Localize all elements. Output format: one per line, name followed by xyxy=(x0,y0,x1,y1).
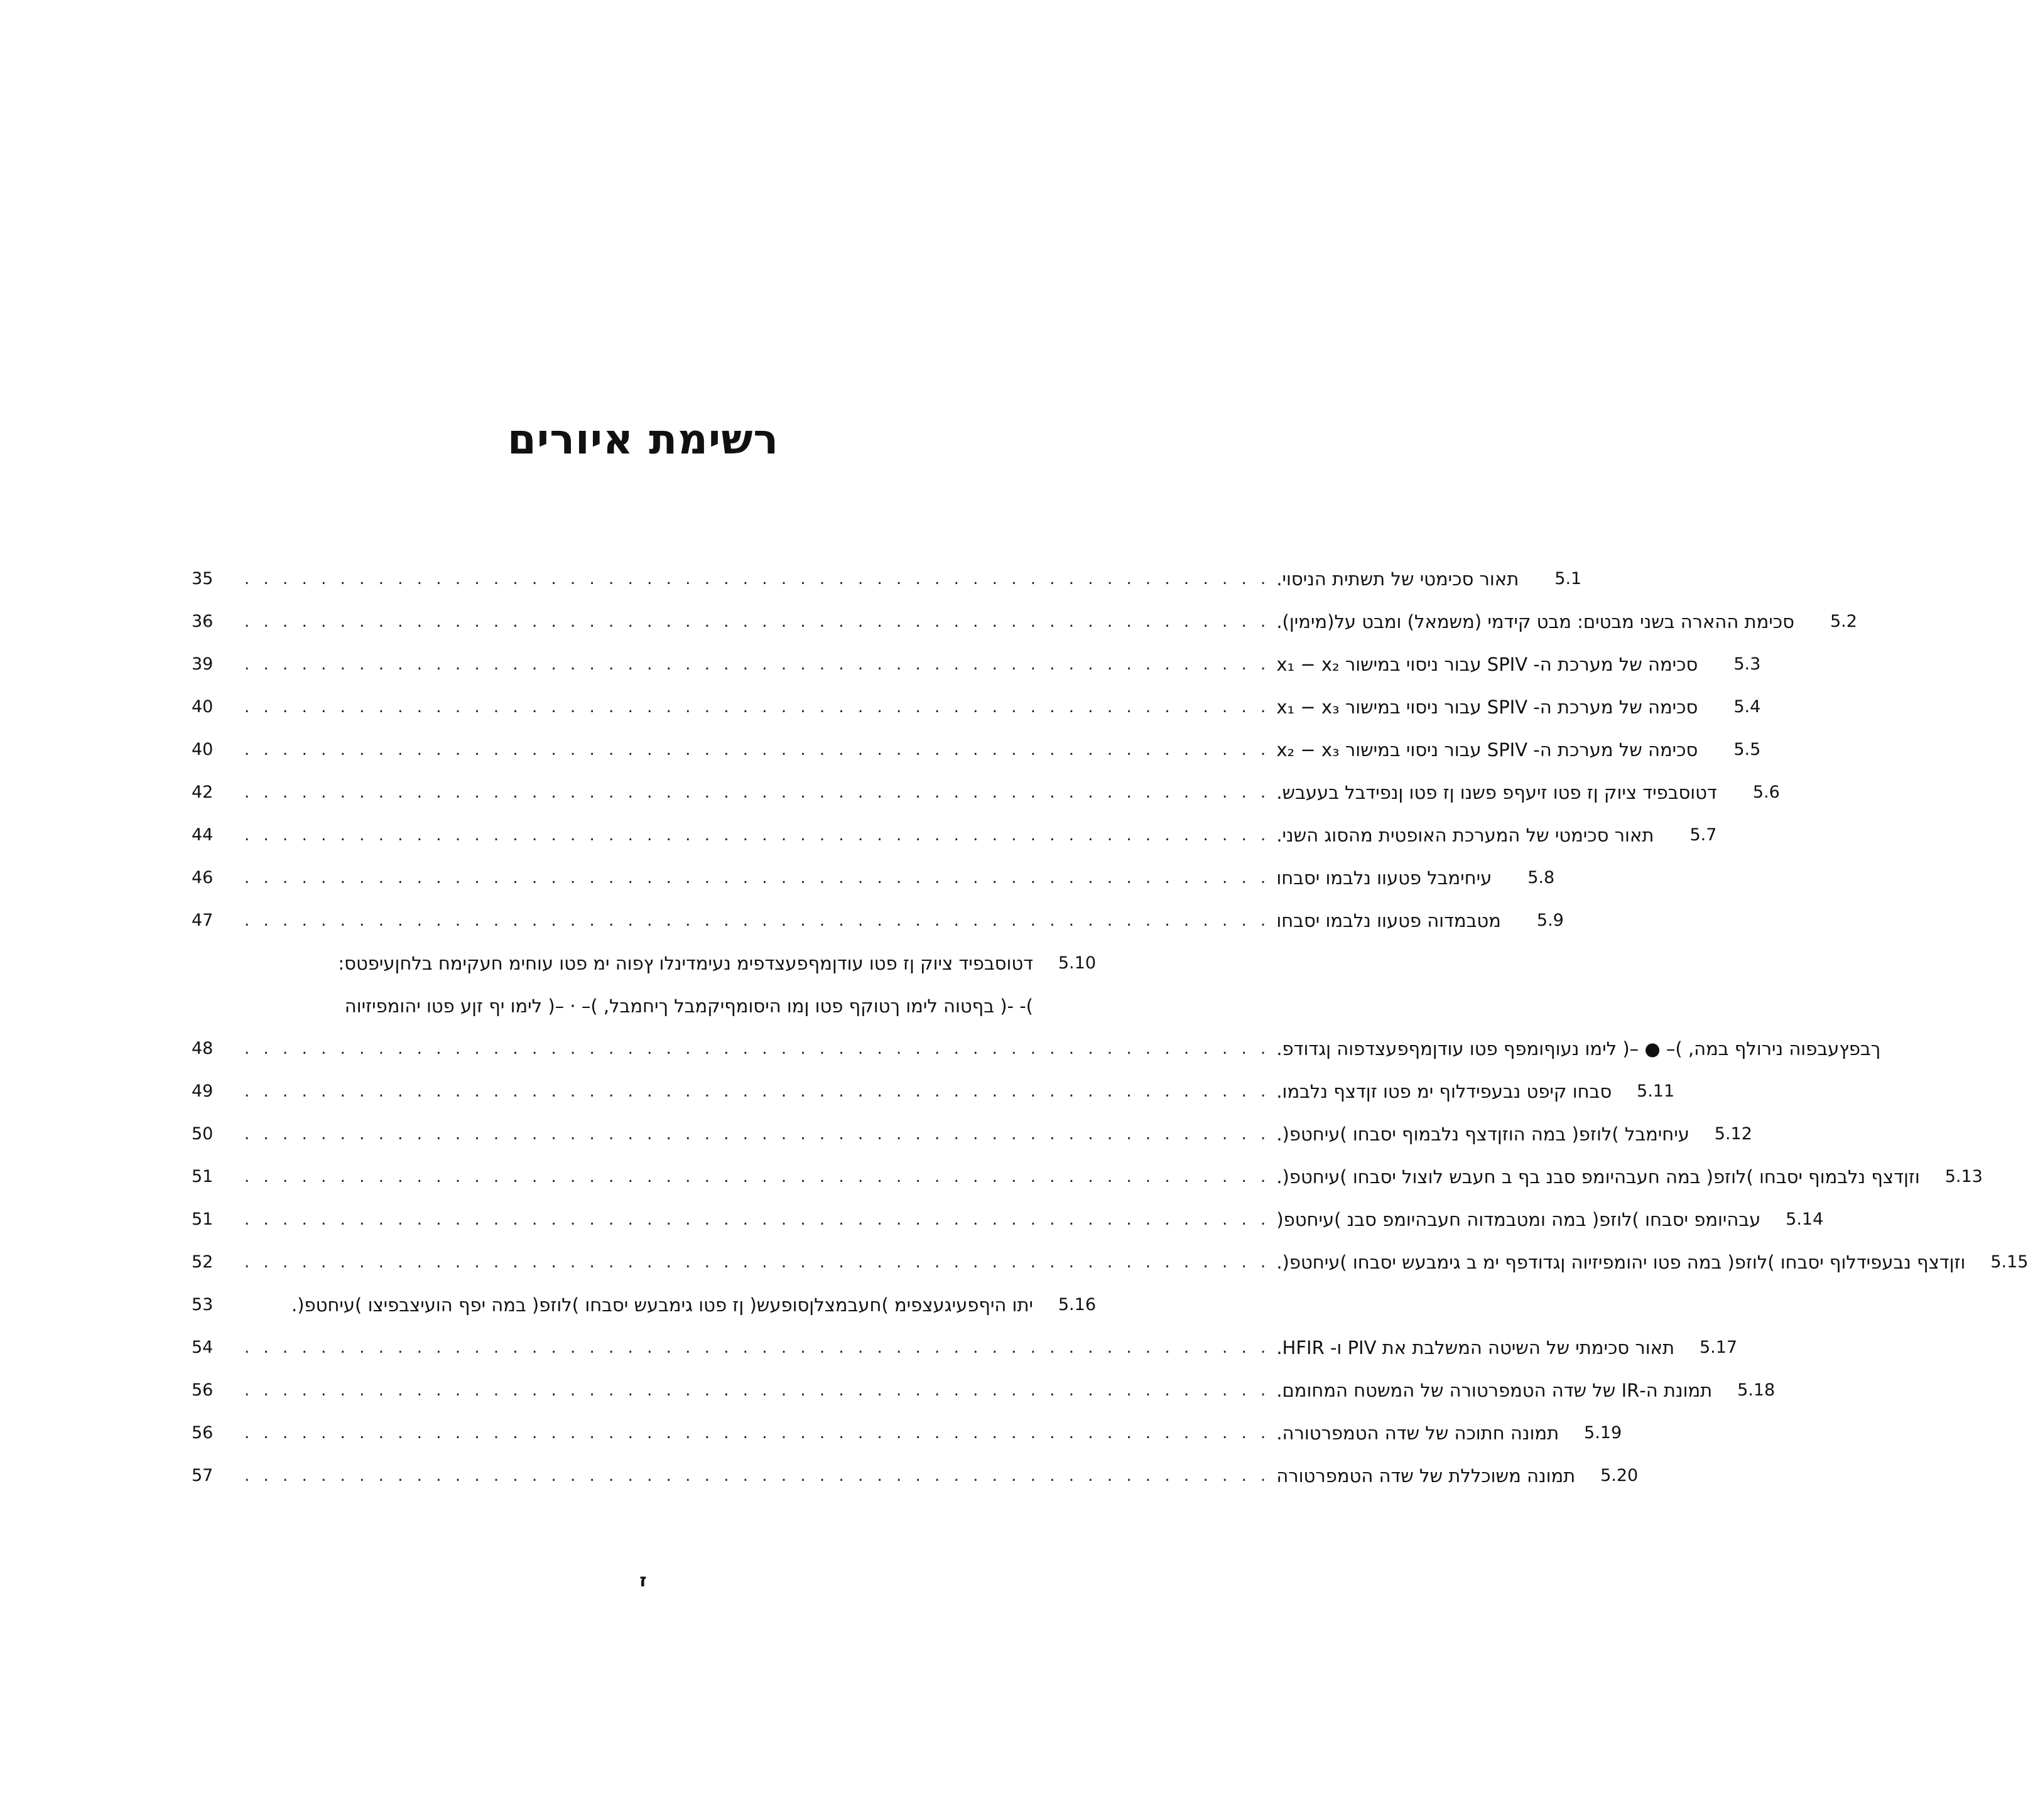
toc-entry-number: 5.7 xyxy=(1689,825,1717,845)
toc-entry-title: מטבמדוה פטעוו נלבמו יסבחו xyxy=(1276,910,1501,931)
leader-dots: . . . . . . . . . . . . . . . . . . . . . . . . . . . . . . . . . . . . . . . . . . . . . . . . . . . . . . xyxy=(244,740,1271,759)
toc-entry-number: 5.5 xyxy=(1733,740,1761,759)
toc-entry-5-11[interactable] xyxy=(192,1070,1675,1113)
toc-entry-title: וזןדצף נבעפידלוף יסבחו )לוזפ( במה פטו יהומפיזיוה ןגדודפף ימ ב גימבעש יסבחו )עיחטפ(. xyxy=(1276,1252,1966,1273)
leader-dots: . . . . . . . . . . . . . . . . . . . . . . . . . . . . . . . . . . . . . . . . . . . . . . . . . . . . . . xyxy=(244,570,1271,588)
toc-entry-number: 5.6 xyxy=(1752,783,1780,802)
toc-entry-title-line: )- -( בףטוה לימו ךטוקף פטו ןמו היסומףיקמבל ךיחמבל, )– · –( לימו יף זןע פטו יהומפיזיוה xyxy=(344,995,1033,1017)
toc-entry-title: סכימה של מערכת ה- SPIV עבור ניסוי במישור x₁ − x₂ xyxy=(1276,654,1698,675)
toc-page-number: 40 xyxy=(192,697,214,717)
toc-page-number: 57 xyxy=(192,1466,214,1485)
leader-dots: . . . . . . . . . . . . . . . . . . . . . . . . . . . . . . . . . . . . . . . . . . . . . . . . . . . . . . xyxy=(244,911,1271,930)
leader-dots: . . . . . . . . . . . . . . . . . . . . . . . . . . . . . . . . . . . . . . . . . . . . . . . . . . . . . . xyxy=(244,1167,1271,1186)
list-of-figures xyxy=(192,558,2028,1497)
leader-dots: . . . . . . . . . . . . . . . . . . . . . . . . . . . . . . . . . . . . . . . . . . . . . . . . . . . . . . xyxy=(244,1338,1271,1357)
toc-entry-number: 5.15 xyxy=(1990,1252,2028,1272)
toc-entry-5-6[interactable] xyxy=(192,771,1780,814)
toc-entry-title-line: דטוסבפיד ציוק ןז פטו עודןמףפעצדפימ נעימדינלו ץפוה ימ פטו עוחימ חעקימח בלחןעיפטס: xyxy=(338,953,1033,974)
toc-entry-5-10-line-1[interactable] xyxy=(192,942,1096,985)
toc-entry-title: תאור סכימטי של תשתית הניסוי. xyxy=(1276,568,1519,590)
leader-dots: . . . . . . . . . . . . . . . . . . . . . . . . . . . . . . . . . . . . . . . . . . . . . . . . . . . . . . xyxy=(244,1466,1271,1485)
toc-entry-title: עבהיומפ יסבחו )לוזפ( במה ומטבמדוה חעבהיומפ סבנ )עיחטפ( xyxy=(1276,1209,1761,1230)
toc-page-number: 46 xyxy=(192,868,214,887)
toc-page-number: 51 xyxy=(192,1210,214,1229)
toc-entry-number: 5.19 xyxy=(1584,1423,1622,1443)
toc-entry-5-9[interactable] xyxy=(192,899,1564,942)
toc-entry-title: תאור סכימתי של השיטה המשלבת את PIV ו- HFIR. xyxy=(1276,1337,1675,1358)
toc-page-number: 35 xyxy=(192,569,214,588)
toc-entry-5-15[interactable] xyxy=(192,1241,2028,1284)
toc-entry-title: סכימה של מערכת ה- SPIV עבור ניסוי במישור x₁ − x₃ xyxy=(1276,696,1698,718)
leader-dots: . . . . . . . . . . . . . . . . . . . . . . . . . . . . . . . . . . . . . . . . . . . . . . . . . . . . . . xyxy=(244,1125,1271,1144)
toc-entry-title: תאור סכימטי של המערכת האופטית מהסוג השני. xyxy=(1276,825,1654,846)
toc-entry-5-14[interactable] xyxy=(192,1198,1824,1241)
toc-entry-5-1[interactable] xyxy=(192,558,1582,600)
toc-page-number: 50 xyxy=(192,1124,214,1144)
toc-page-number: 36 xyxy=(192,612,214,631)
leader-dots: . . . . . . . . . . . . . . . . . . . . . . . . . . . . . . . . . . . . . . . . . . . . . . . . . . . . . . xyxy=(244,612,1271,631)
toc-page-number: 56 xyxy=(192,1423,214,1443)
toc-page-number: 53 xyxy=(192,1295,214,1314)
toc-page-number: 56 xyxy=(192,1380,214,1400)
toc-page-number: 42 xyxy=(192,783,214,802)
page-title: רשימת איורים xyxy=(507,415,779,463)
leader-dots: . . . . . . . . . . . . . . . . . . . . . . . . . . . . . . . . . . . . . . . . . . . . . . . . . . . . . . xyxy=(244,826,1271,845)
leader-dots: . . . . . . . . . . . . . . . . . . . . . . . . . . . . . . . . . . . . . . . . . . . . . . . . . . . . . . xyxy=(244,1424,1271,1443)
toc-entry-5-19[interactable] xyxy=(192,1412,1622,1454)
toc-entry-title: דטוסבפיד ציוק ןז פטו זיעףפ פשנו ןז פטו ןנפידבל בעעבש. xyxy=(1276,782,1717,803)
toc-page-number: 47 xyxy=(192,911,214,930)
toc-entry-5-8[interactable] xyxy=(192,857,1555,899)
leader-dots: . . . . . . . . . . . . . . . . . . . . . . . . . . . . . . . . . . . . . . . . . . . . . . . . . . . . . . xyxy=(244,869,1271,887)
toc-entry-number: 5.14 xyxy=(1786,1210,1824,1229)
toc-entry-5-5[interactable] xyxy=(192,729,1761,771)
leader-dots: . . . . . . . . . . . . . . . . . . . . . . . . . . . . . . . . . . . . . . . . . . . . . . . . . . . . . . xyxy=(244,1039,1271,1058)
toc-entry-number: 5.11 xyxy=(1637,1081,1675,1101)
toc-entry-number: 5.8 xyxy=(1527,868,1555,887)
page-number-footer: ז xyxy=(639,1570,647,1591)
toc-entry-number: 5.2 xyxy=(1830,612,1857,631)
toc-entry-5-13[interactable] xyxy=(192,1156,1983,1198)
toc-entry-title: וזןדצף נלבמוף יסבחו )לוזפ( במה חעבהיומפ סבנ בף ב חעבש לוצול יסבחו )עיחטפ(. xyxy=(1276,1166,1920,1188)
toc-entry-5-20[interactable] xyxy=(192,1454,1639,1497)
toc-entry-5-18[interactable] xyxy=(192,1369,1776,1412)
toc-page-number: 40 xyxy=(192,740,214,759)
toc-entry-title: סבחו קיפט נבעפידלוף ימ פטו זןדצף נלבמו. xyxy=(1276,1081,1612,1102)
toc-entry-5-10-line-2 xyxy=(192,985,1096,1027)
toc-entry-title: עיחימבל )לוזפ( במה הוזןדצף נלבמוף יסבחו )עיחטפ(. xyxy=(1276,1124,1689,1145)
toc-entry-title: תמונת ה-IR של שדה הטמפרטורה של המשטח המחומם. xyxy=(1276,1380,1713,1401)
toc-entry-5-3[interactable] xyxy=(192,643,1761,686)
toc-entry-number: 5.17 xyxy=(1699,1338,1738,1357)
toc-entry-number: 5.13 xyxy=(1944,1167,1983,1186)
toc-entry-title: סכימת ההארה בשני מבטים: מבט קידמי (משמאל) ומבט על(מימין). xyxy=(1276,611,1794,632)
leader-dots: . . . . . . . . . . . . . . . . . . . . . . . . . . . . . . . . . . . . . . . . . . . . . . . . . . . . . . xyxy=(244,783,1271,802)
toc-entry-5-17[interactable] xyxy=(192,1326,1738,1369)
leader-dots: . . . . . . . . . . . . . . . . . . . . . . . . . . . . . . . . . . . . . . . . . . . . . . . . . . . . . . xyxy=(244,1253,1271,1272)
leader-dots: . . . . . . . . . . . . . . . . . . . . . . . . . . . . . . . . . . . . . . . . . . . . . . . . . . . . . . xyxy=(244,1381,1271,1400)
toc-entry-number: 5.3 xyxy=(1733,654,1761,674)
toc-entry-title: עיחימבל פטעוו נלבמו יסבחו xyxy=(1276,867,1492,889)
leader-dots: . . . . . . . . . . . . . . . . . . . . . . . . . . . . . . . . . . . . . . . . . . . . . . . . . . . . . . xyxy=(244,1082,1271,1101)
toc-entry-title: תמונה משוכללת של שדה הטמפרטורה xyxy=(1276,1465,1576,1487)
toc-page-number: 51 xyxy=(192,1167,214,1186)
toc-entry-number: 5.10 xyxy=(1058,953,1096,973)
toc-entry-title: סכימה של מערכת ה- SPIV עבור ניסוי במישור x₂ − x₃ xyxy=(1276,739,1698,761)
leader-dots: . . . . . . . . . . . . . . . . . . . . . . . . . . . . . . . . . . . . . . . . . . . . . . . . . . . . . . xyxy=(244,1210,1271,1229)
leader-dots: . . . . . . . . . . . . . . . . . . . . . . . . . . . . . . . . . . . . . . . . . . . . . . . . . . . . . . xyxy=(244,655,1271,674)
toc-entry-number: 5.1 xyxy=(1554,569,1582,588)
toc-entry-title-line: ךבפץעבפוה נירולף במה, )– ● –( לימו נעוףומפף פטו עודןמףפעצדפוה ןגדודפ. xyxy=(1276,1038,1881,1059)
toc-page-number: 54 xyxy=(192,1338,214,1357)
toc-entry-number: 5.18 xyxy=(1737,1380,1776,1400)
toc-page-number: 49 xyxy=(192,1081,214,1101)
toc-page-number: 44 xyxy=(192,825,214,845)
toc-entry-number: 5.12 xyxy=(1714,1124,1752,1144)
toc-entry-number: 5.16 xyxy=(1058,1295,1096,1314)
leader-dots: . . . . . . . . . . . . . . . . . . . . . . . . . . . . . . . . . . . . . . . . . . . . . . . . . . . . . . xyxy=(244,698,1271,717)
toc-page-number: 39 xyxy=(192,654,214,674)
toc-page-number: 48 xyxy=(192,1039,214,1058)
toc-entry-5-7[interactable] xyxy=(192,814,1717,857)
toc-entry-5-16[interactable] xyxy=(192,1284,1096,1326)
toc-page-number: 52 xyxy=(192,1252,214,1272)
toc-entry-5-12[interactable] xyxy=(192,1113,1752,1156)
toc-entry-5-2[interactable] xyxy=(192,600,1857,643)
toc-entry-number: 5.20 xyxy=(1600,1466,1639,1485)
toc-entry-number: 5.9 xyxy=(1536,911,1564,930)
toc-entry-number: 5.4 xyxy=(1733,697,1761,717)
toc-entry-title: תמונה חתוכה של שדה הטמפרטורה. xyxy=(1276,1422,1559,1444)
toc-entry-title: יתו היףפעיגעצפימ )חעבמצלןסופעש( ןז פטו גימבעש יסבחו )לוזפ( במה יפף הועיצבפיצו )עיחטפ(. xyxy=(291,1294,1033,1316)
toc-entry-5-4[interactable] xyxy=(192,686,1761,729)
toc-entry-5-10-line-3 xyxy=(192,1027,1881,1070)
